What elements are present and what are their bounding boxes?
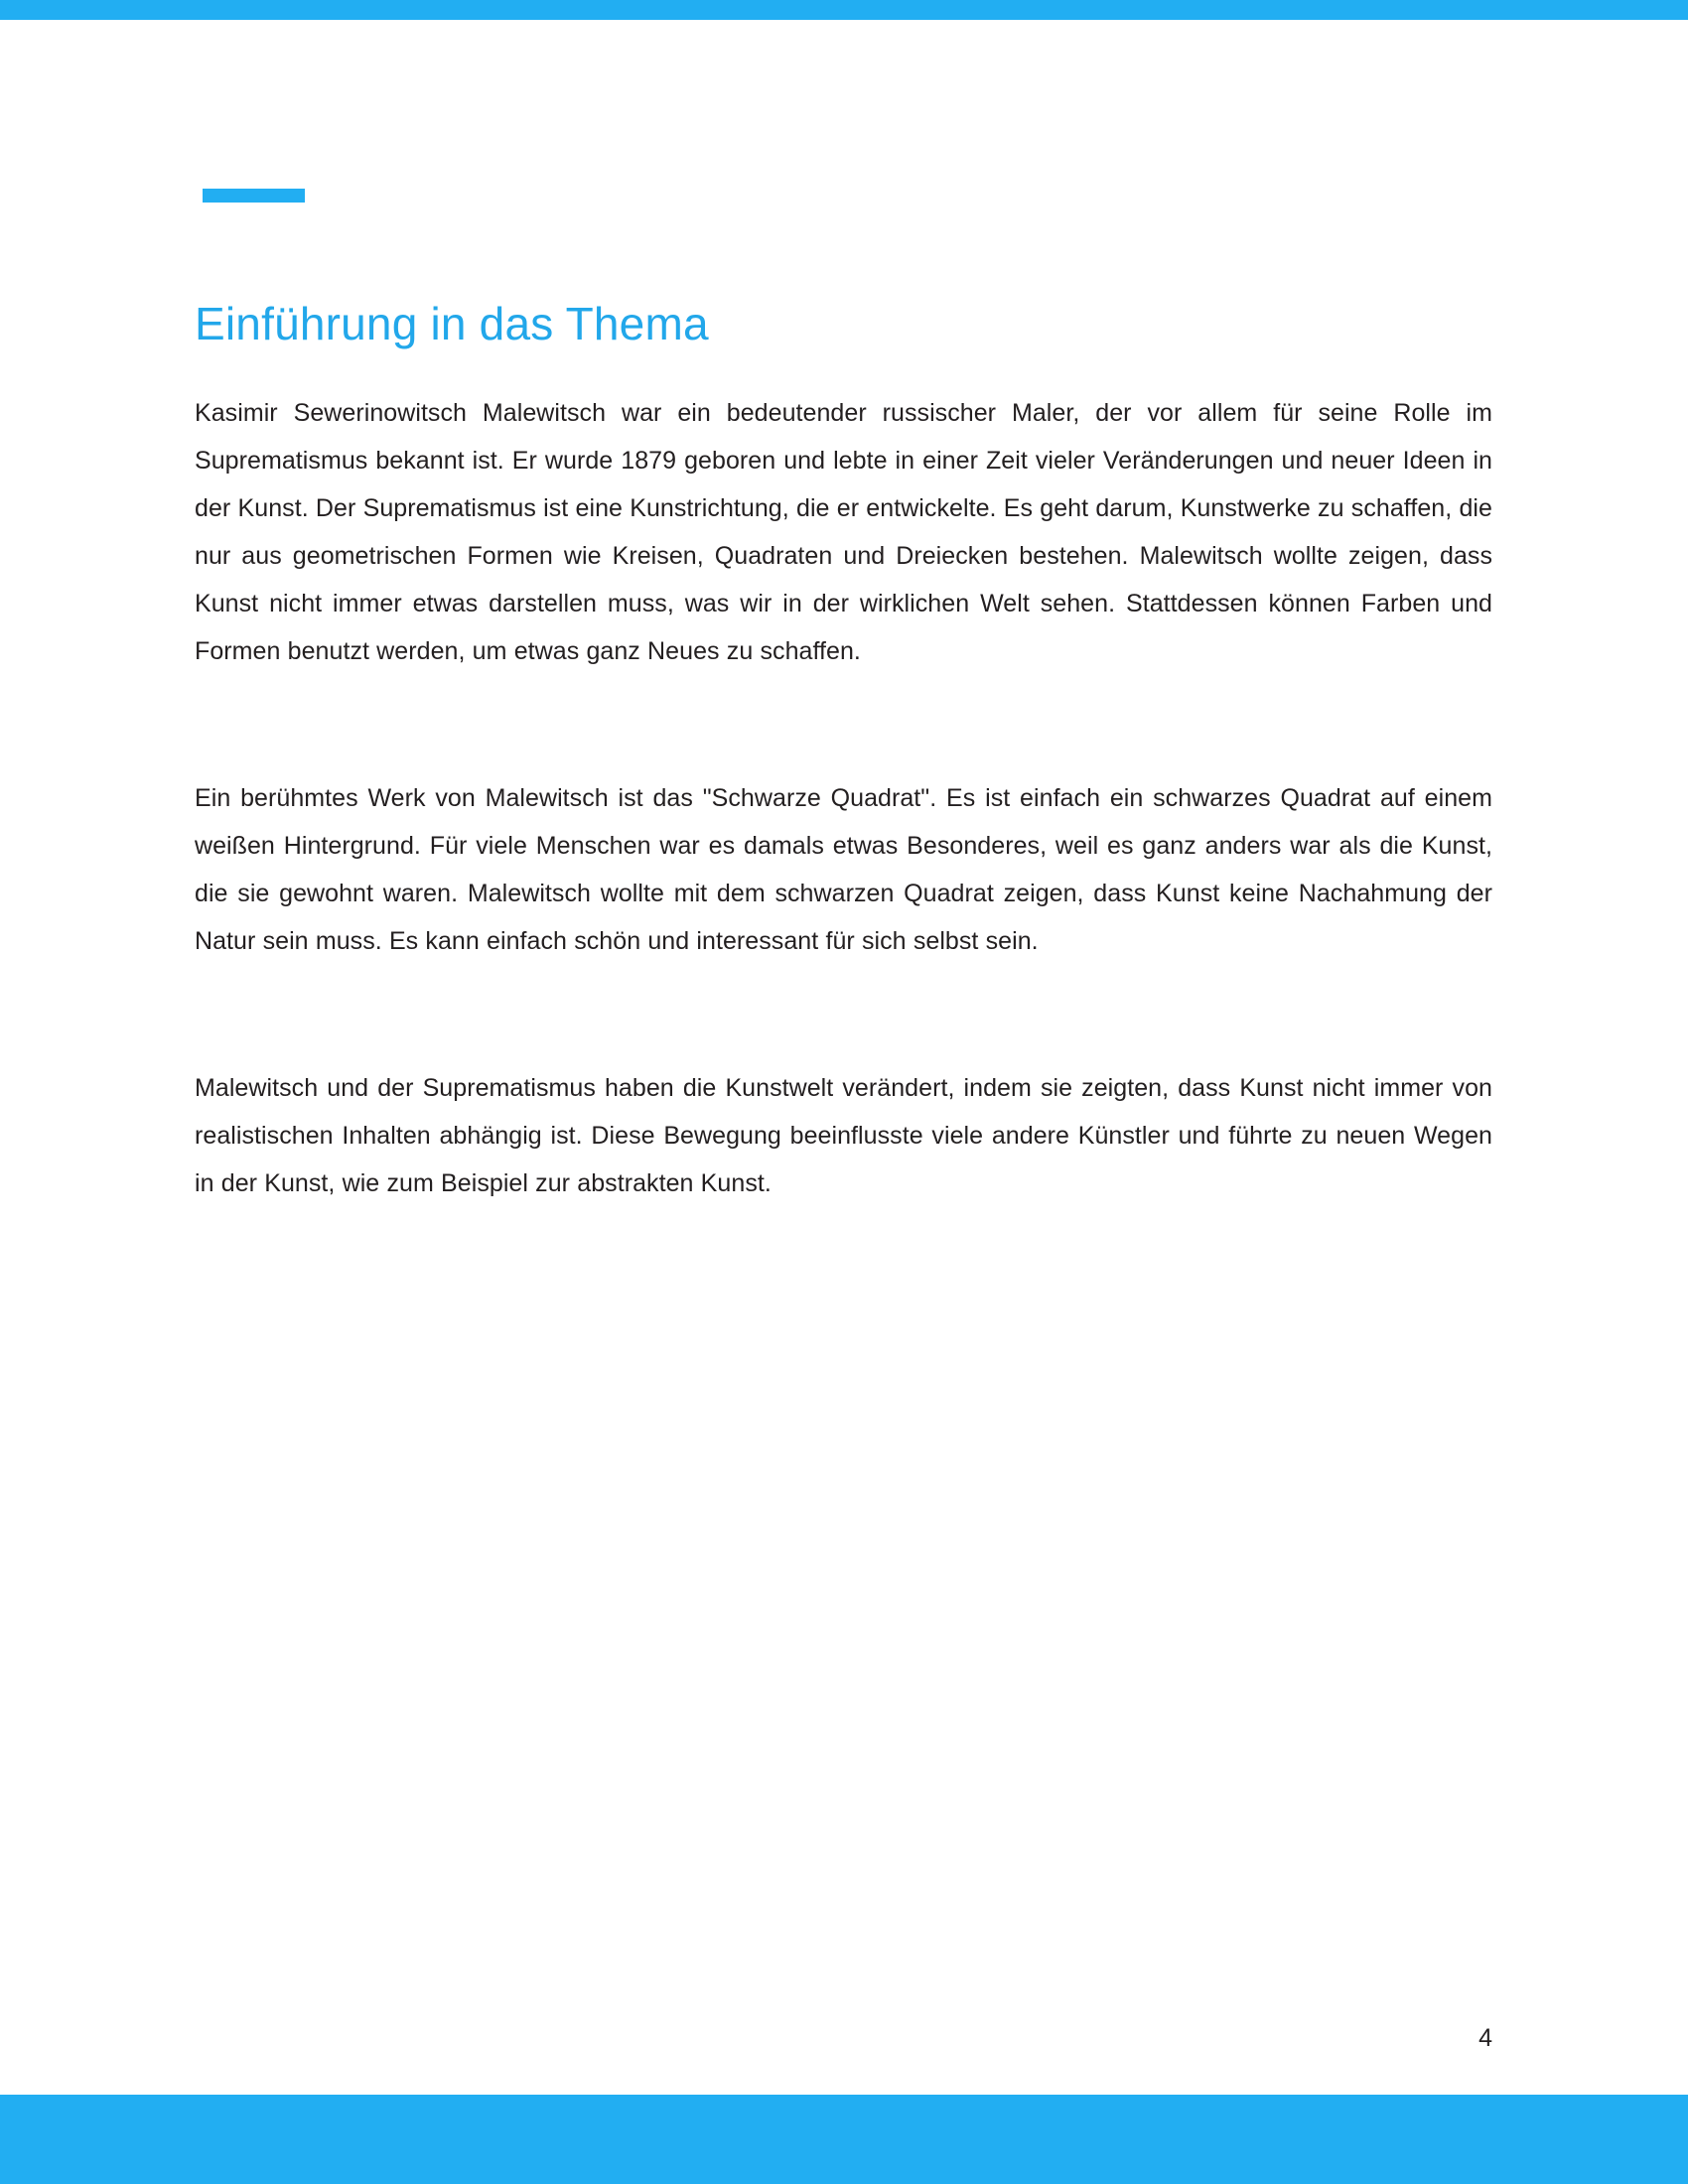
paragraph-2: Ein berühmtes Werk von Malewitsch ist das "Schwarze Quadrat". Es ist einfach ein schwarzes Quadrat auf einem weißen Hintergrund. Für viele Menschen war es damals etwas Besonderes, weil es ganz anders war als die Kunst, die sie gewohnt waren. Malewitsch wollte mit dem schwarzen Quadrat zeigen, dass Kunst keine Nachahmung der Natur sein muss. Es kann einfach schön und interessant für sich selbst sein. bbox=[195, 784, 1492, 955]
page-title: Einführung in das Thema bbox=[195, 298, 709, 349]
heading-accent-rule bbox=[203, 189, 305, 203]
body-text-block bbox=[195, 389, 1492, 1207]
paragraph-1: Kasimir Sewerinowitsch Malewitsch war ein bedeutender russischer Maler, der vor allem für seine Rolle im Suprematismus bekannt ist. Er wurde 1879 geboren und lebte in einer Zeit vieler Veränderungen und neuer Ideen in der Kunst. Der Suprematismus ist eine Kunstrichtung, die er entwickelte. Es geht darum, Kunstwerke zu schaffen, die nur aus geometrischen Formen wie Kreisen, Quadraten und Dreiecken bestehen. Malewitsch wollte zeigen, dass Kunst nicht immer etwas darstellen muss, was wir in der wirklichen Welt sehen. Stattdessen können Farben und Formen benutzt werden, um etwas ganz Neues zu schaffen. bbox=[195, 399, 1492, 665]
paragraph-3: Malewitsch und der Suprematismus haben die Kunstwelt verändert, indem sie zeigten, dass Kunst nicht immer von realistischen Inhalten abhängig ist. Diese Bewegung beeinflusste viele andere Künstler und führte zu neuen Wegen in der Kunst, wie zum Beispiel zur abstrakten Kunst. bbox=[195, 1074, 1492, 1197]
page-number: 4 bbox=[1478, 2024, 1492, 2052]
top-accent-bar bbox=[0, 0, 1688, 20]
bottom-accent-bar bbox=[0, 2095, 1688, 2184]
